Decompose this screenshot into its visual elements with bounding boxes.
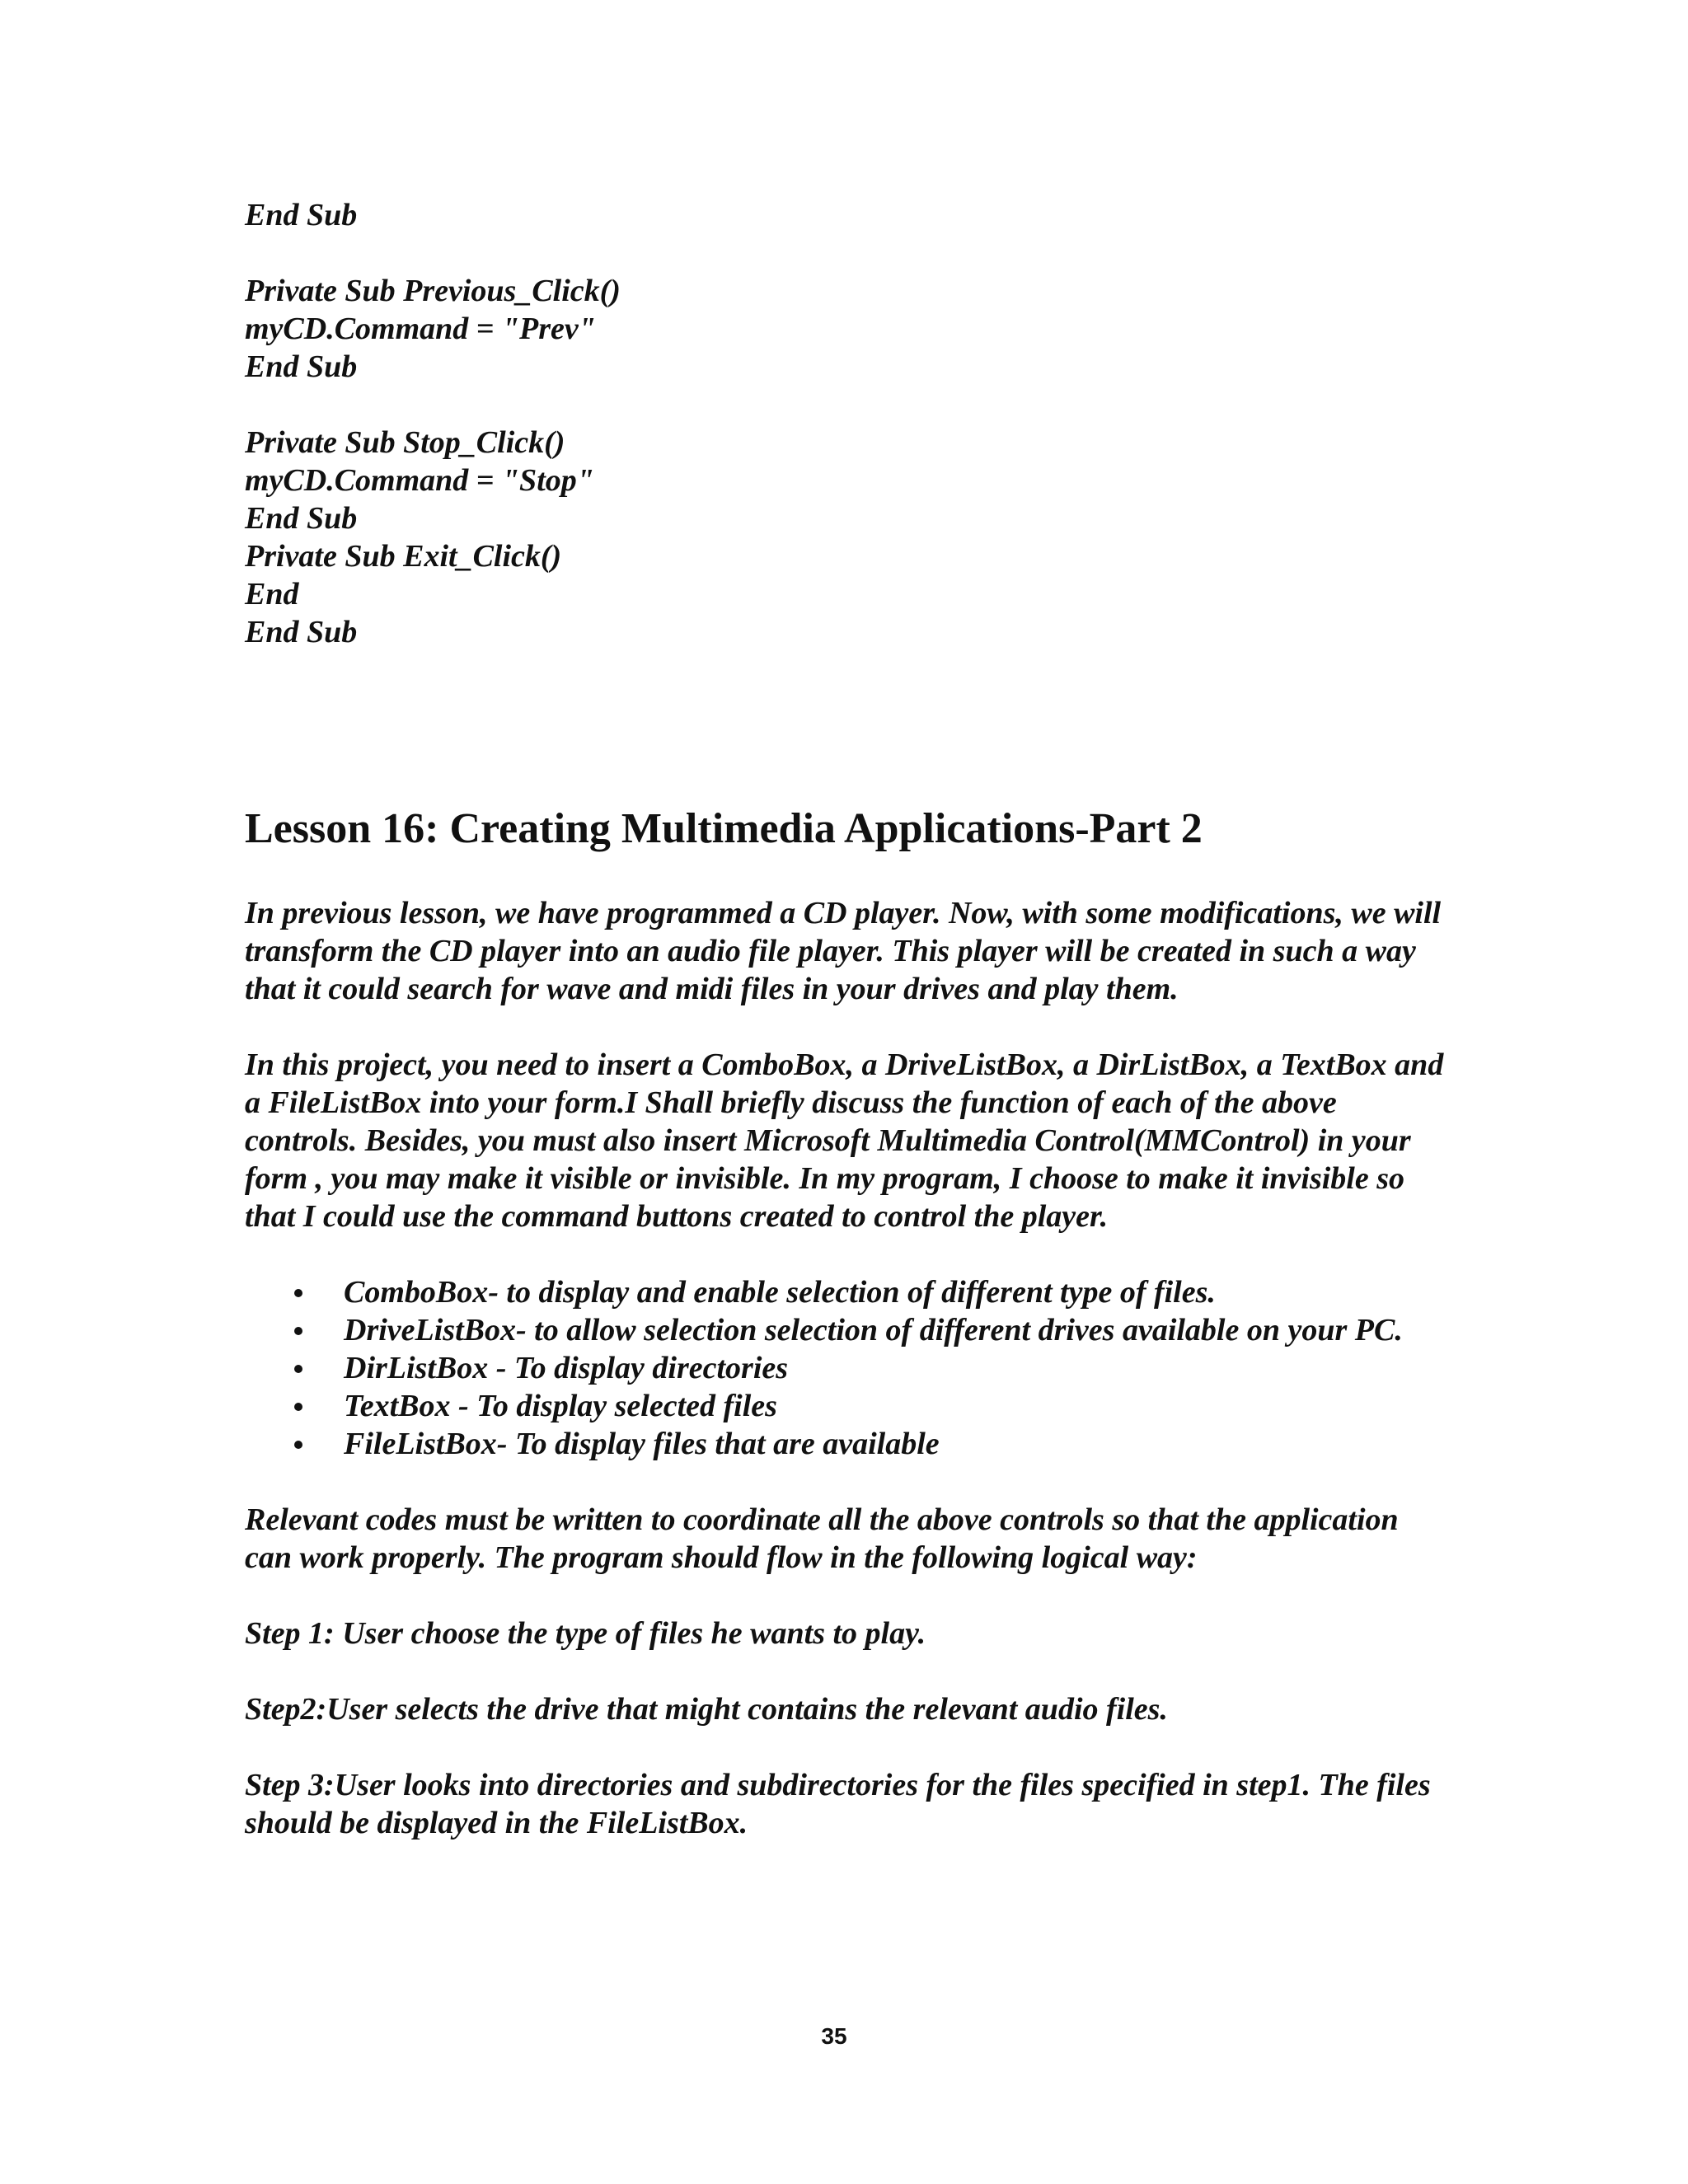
code-line: myCD.Command = "Prev" xyxy=(245,312,596,346)
list-item-text: TextBox - To display selected files xyxy=(344,1389,777,1423)
code-line: End Sub xyxy=(245,615,358,649)
bullet-icon xyxy=(294,1327,302,1335)
list-item-text: ComboBox- to display and enable selection of different type of files. xyxy=(344,1275,1216,1310)
bullet-icon xyxy=(294,1403,302,1411)
code-line: Private Sub Previous_Click() xyxy=(245,274,621,308)
list-item xyxy=(245,1387,1448,1425)
code-blank-line xyxy=(245,234,1440,272)
bullet-icon xyxy=(294,1289,302,1297)
code-blank-line xyxy=(245,386,1440,424)
list-item-text: DriveListBox- to allow selection selection of different drives available on your PC. xyxy=(344,1313,1403,1347)
list-item xyxy=(245,1349,1448,1387)
list-item xyxy=(245,1311,1448,1349)
list-item-text: FileListBox- To display files that are available xyxy=(344,1427,940,1461)
list-item-text: DirListBox - To display directories xyxy=(344,1351,789,1385)
list-item xyxy=(245,1273,1448,1311)
code-section xyxy=(245,196,1440,651)
step-3: Step 3:User looks into directories and subdirectories for the files specified in step1. The files should be displayed in the FileListBox. xyxy=(245,1768,1431,1840)
step-2: Step2:User selects the drive that might contains the relevant audio files. xyxy=(245,1692,1168,1727)
code-line: End xyxy=(245,577,299,612)
code-line: myCD.Command = "Stop" xyxy=(245,463,594,498)
bullet-icon xyxy=(294,1365,302,1373)
code-line: Private Sub Stop_Click() xyxy=(245,425,565,460)
page-number: 35 xyxy=(821,2023,847,2049)
controls-list xyxy=(245,1273,1448,1463)
code-line: Private Sub Exit_Click() xyxy=(245,539,562,574)
bullet-icon xyxy=(294,1441,302,1449)
code-block xyxy=(245,196,1440,651)
step-1: Step 1: User choose the type of files he wants to play. xyxy=(245,1616,926,1651)
code-line: End Sub xyxy=(245,198,358,232)
relevant-paragraph: Relevant codes must be written to coordinate all the above controls so that the application can work properly. The program should flow in the following logical way: xyxy=(245,1502,1399,1575)
code-line: End Sub xyxy=(245,349,358,384)
project-paragraph: In this project, you need to insert a ComboBox, a DriveListBox, a DirListBox, a TextBox and a FileListBox into your form.I Shall briefly discuss the function of each of the above controls. Besides, you must also insert Microsoft Multimedia Control(MMControl) in your form , you may make it visible or invisible. In my program, I choose to make it invisible so that I could use the command buttons created to control the player. xyxy=(245,1047,1444,1234)
lesson-body xyxy=(245,894,1448,1880)
lesson-heading: Lesson 16: Creating Multimedia Applications-Part 2 xyxy=(245,805,1203,852)
code-line: End Sub xyxy=(245,501,358,536)
intro-paragraph: In previous lesson, we have programmed a CD player. Now, with some modifications, we will transform the CD player into an audio file player. This player will be created in such a way that it could search for wave and midi files in your drives and play them. xyxy=(245,896,1442,1006)
list-item xyxy=(245,1425,1448,1463)
